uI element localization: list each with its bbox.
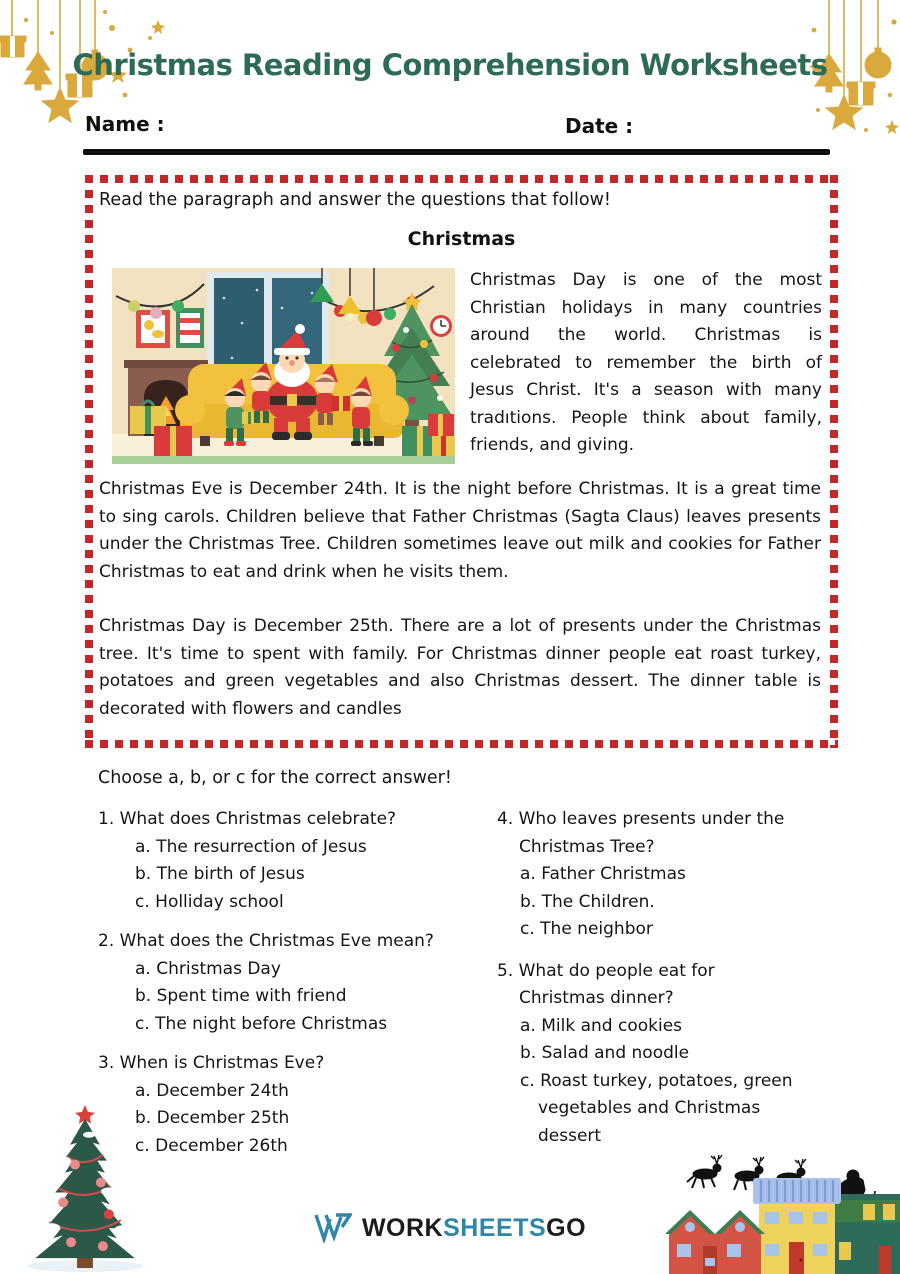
santa-sleigh-houses-icon (663, 1142, 900, 1274)
dashed-border-top (85, 175, 838, 183)
passage-paragraph-2: Christmas Eve is December 24th. It is the night before Christmas. It is a great time to sing carols. Children believe that Father Christmas (Sagta Claus) leaves presents under the Christmas Tree. Children sometimes leave out milk and cookies for Father Christmas to eat and drink when he visits them. (99, 479, 821, 582)
name-label: Name : (85, 112, 165, 136)
worksheetsgo-wordmark (362, 1214, 586, 1243)
passage-title: Christmas (407, 228, 516, 250)
logo-word-sheets: SHEETS (443, 1213, 547, 1242)
question-4-prompt: 4. Who leaves presents under the Christmas Tree? (497, 809, 785, 857)
question-5-option-c: c. Roast turkey, potatoes, green vegetables and Christmas dessert (520, 1070, 793, 1146)
question-4 (497, 806, 800, 944)
question-2 (98, 928, 483, 1038)
question-5-option-b: b. Salad and noodle (520, 1043, 690, 1063)
page-title: Christmas Reading Comprehension Worksheets (72, 48, 828, 82)
questions-instruction: Choose a, b, or c for the correct answer! (98, 768, 452, 788)
dashed-border-left (85, 175, 93, 748)
question-3-prompt: 3. When is Christmas Eve? (98, 1053, 325, 1073)
question-1-option-a: a. The resurrection of Jesus (135, 836, 367, 857)
question-1-prompt: 1. What does Christmas celebrate? (98, 809, 397, 829)
dashed-border-right (830, 175, 838, 748)
header-rule (83, 149, 830, 155)
questions-column-right (497, 806, 800, 1164)
question-4-option-c: c. The neighbor (520, 919, 653, 939)
passage-box (85, 175, 838, 748)
christmas-tree-icon (5, 1095, 165, 1274)
worksheetsgo-w-icon (314, 1213, 352, 1243)
logo-word-go: GO (546, 1213, 587, 1242)
question-4-option-a: a. Father Christmas (520, 864, 686, 884)
question-2-option-b: b. Spent time with friend (135, 986, 347, 1006)
dashed-border-bottom (85, 740, 838, 748)
question-2-option-a: a. Christmas Day (135, 958, 281, 979)
question-3-option-a: a. December 24th (135, 1080, 289, 1101)
question-1 (98, 806, 483, 916)
question-3-option-b: b. December 25th (135, 1108, 290, 1128)
passage-paragraph-3: Christmas Day is December 25th. There are a lot of presents under the Christmas tree. It's time to spent with family. For Christmas dinner people eat roast turkey, potatoes and green vegetables and also Christmas dessert. The dinner table is decorated with flowers and candles (99, 616, 821, 719)
question-1-option-b: b. The birth of Jesus (135, 864, 305, 884)
question-5-prompt: 5. What do people eat for Christmas dinner? (497, 960, 715, 1008)
question-5-option-a: a. Milk and cookies (520, 1015, 683, 1036)
question-2-option-c: c. The night before Christmas (135, 1013, 388, 1034)
logo-word-work: WORK (361, 1213, 444, 1242)
question-1-option-c: c. Holliday school (135, 891, 284, 912)
question-4-option-b: b. The Children. (520, 891, 655, 912)
passage-paragraph-1: Christmas Day is one of the most Christian holidays in many countries around the world. Christmas is celebrated to remember the birth of Jesus Christ. It's a season with many tradıtions. People think about family, friends, and giving. (470, 270, 822, 455)
question-3-option-c: c. December 26th (135, 1135, 288, 1156)
date-label: Date : (565, 114, 634, 138)
santa-scene-illustration (112, 268, 455, 464)
question-2-prompt: 2. What does the Christmas Eve mean? (98, 931, 434, 951)
question-5 (497, 958, 800, 1151)
passage-instruction: Read the paragraph and answer the questions that follow! (99, 190, 611, 210)
